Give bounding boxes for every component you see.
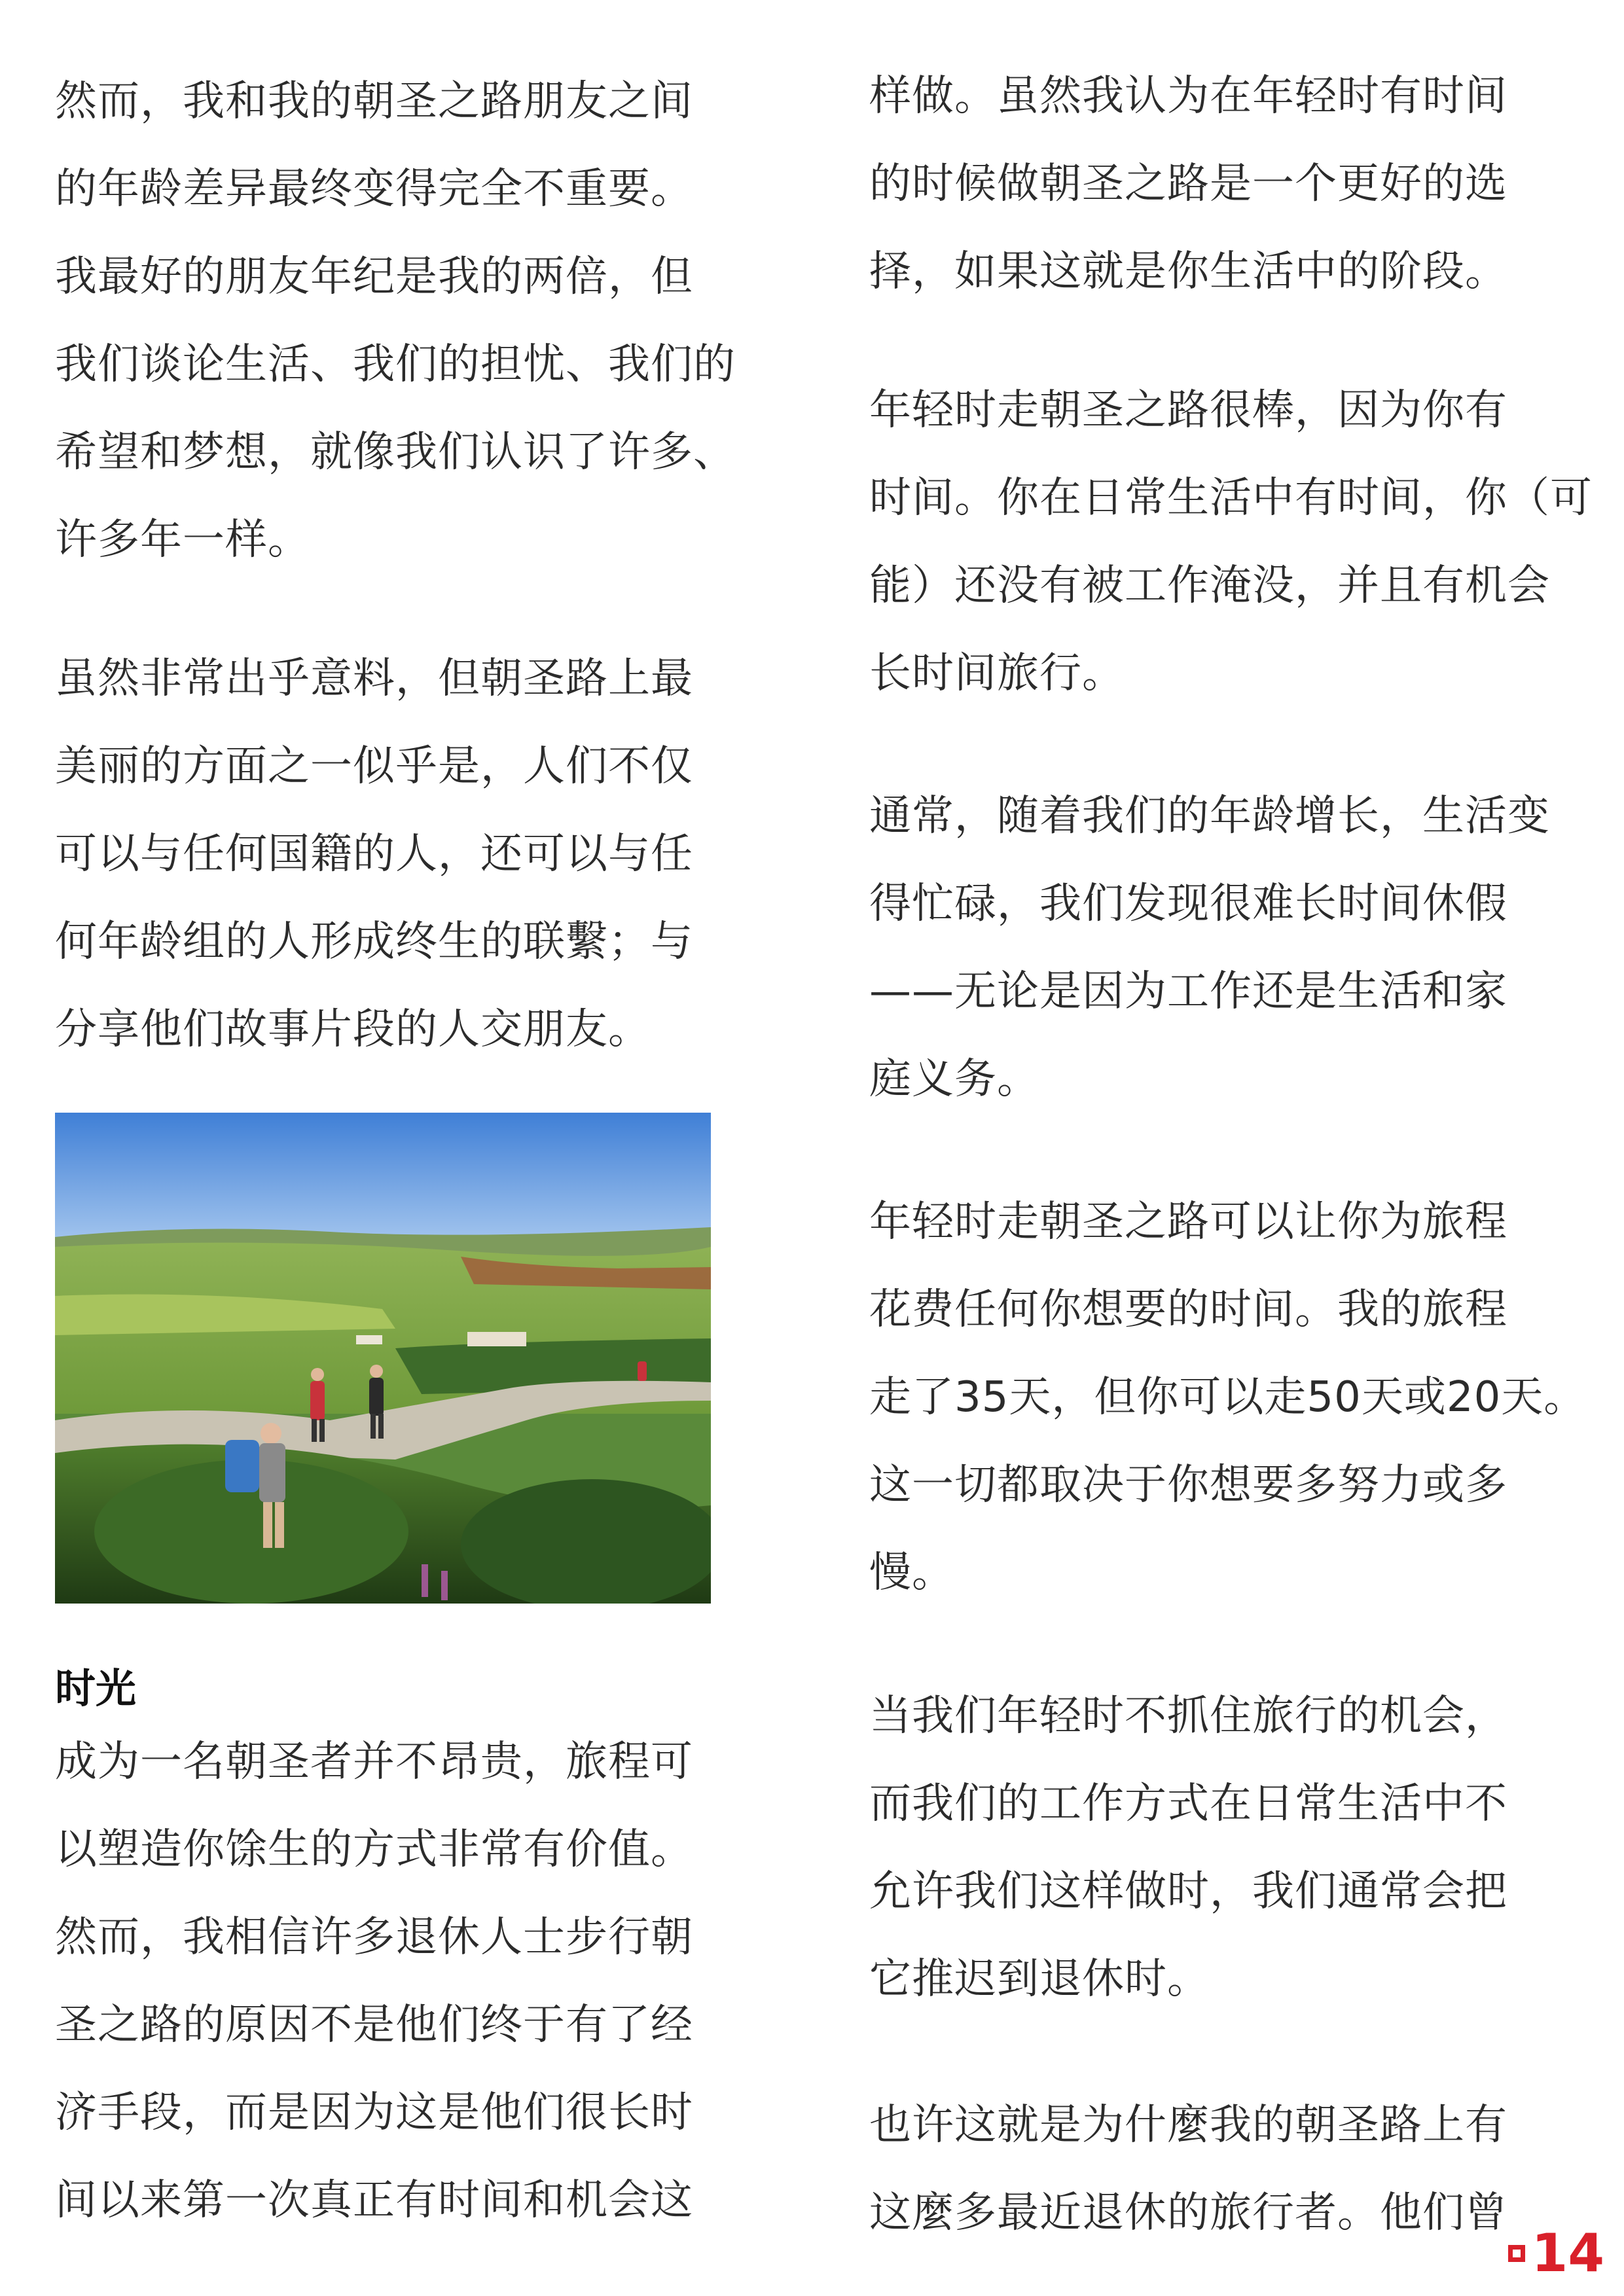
text-line: 虽然非常出乎意料，但朝圣路上最 (55, 655, 693, 703)
pilgrims-landscape-photo (55, 1113, 711, 1604)
text-line: 成为一名朝圣者并不昂贵，旅程可 (55, 1738, 693, 1786)
page-marker-icon (1508, 2245, 1525, 2262)
text-line: 择，如果这就是你生活中的阶段。 (869, 247, 1507, 296)
paragraph-age-difference (55, 58, 736, 584)
paragraph-busy-life (869, 772, 1550, 1123)
text-line: 庭义务。 (869, 1055, 1039, 1103)
text-line: 走了35天，但你可以走50天或20天。 (869, 1373, 1587, 1422)
text-line: 通常，随着我们的年龄增长，生活变 (869, 792, 1550, 840)
text-line: 样做。虽然我认为在年轻时有时间 (869, 72, 1507, 120)
paragraph-postpone (869, 1672, 1543, 2023)
text-line: 间以来第一次真正有时间和机会这 (55, 2176, 693, 2225)
text-line: 得忙碌，我们发现很难长时间休假 (869, 880, 1507, 928)
text-line: 我最好的朋友年纪是我的两倍，但 (55, 253, 693, 301)
text-line: ——无论是因为工作还是生活和家 (869, 967, 1507, 1016)
paragraph-lifelong-bonds (55, 635, 716, 1073)
text-line: 年轻时走朝圣之路很棒，因为你有 (869, 386, 1507, 435)
text-line: 可以与任何国籍的人，还可以与任 (55, 830, 693, 878)
text-line: 圣之路的原因不是他们终于有了经 (55, 2001, 693, 2049)
paragraph-journey-length (869, 1178, 1587, 1617)
text-line: 分享他们故事片段的人交朋友。 (55, 1005, 651, 1054)
paragraph-young-time (869, 367, 1593, 717)
text-line: 我们谈论生活、我们的担忧、我们的 (55, 340, 736, 389)
text-line: 而我们的工作方式在日常生活中不 (869, 1780, 1507, 1828)
text-line: 这麼多最近退休的旅行者。他们曾 (869, 2189, 1507, 2237)
text-line: 然而，我相信许多退休人士步行朝 (55, 1913, 693, 1962)
text-line: 能）还没有被工作淹没，并且有机会 (869, 562, 1550, 610)
paragraph-time (55, 1718, 716, 2244)
text-line: 时间。你在日常生活中有时间，你（可 (869, 474, 1593, 522)
text-line: 的时候做朝圣之路是一个更好的选 (869, 160, 1507, 208)
text-line: 的年龄差异最终变得完全不重要。 (55, 165, 693, 213)
text-line: 它推迟到退休时。 (869, 1955, 1210, 2003)
paragraph-continuation (869, 52, 1543, 315)
text-line: 然而，我和我的朝圣之路朋友之间 (55, 77, 693, 126)
paragraph-retirees (869, 2081, 1543, 2257)
text-line: 也许这就是为什麼我的朝圣路上有 (869, 2101, 1507, 2149)
text-line: 花费任何你想要的时间。我的旅程 (869, 1285, 1507, 1334)
text-line: 希望和梦想，就像我们认识了许多、 (55, 428, 736, 476)
text-line: 济手段，而是因为这是他们很长时 (55, 2089, 693, 2137)
text-line: 年轻时走朝圣之路可以让你为旅程 (869, 1198, 1507, 1246)
page-number (1508, 2224, 1604, 2283)
photo-illustration (55, 1113, 711, 1604)
text-line: 允许我们这样做时，我们通常会把 (869, 1867, 1507, 1916)
page-number-text: 14 (1531, 2223, 1604, 2284)
text-line: 慢。 (869, 1549, 954, 1597)
text-line: 这一切都取决于你想要多努力或多 (869, 1461, 1507, 1509)
text-line: 以塑造你馀生的方式非常有价值。 (55, 1825, 693, 1874)
text-line: 长时间旅行。 (869, 649, 1125, 698)
text-line: 许多年一样。 (55, 516, 310, 564)
section-heading: 时光 (55, 1664, 137, 1712)
text-line: 美丽的方面之一似乎是，人们不仅 (55, 742, 693, 791)
text-line: 当我们年轻时不抓住旅行的机会， (869, 1692, 1507, 1740)
text-line: 何年龄组的人形成终生的联繫；与 (55, 918, 693, 966)
